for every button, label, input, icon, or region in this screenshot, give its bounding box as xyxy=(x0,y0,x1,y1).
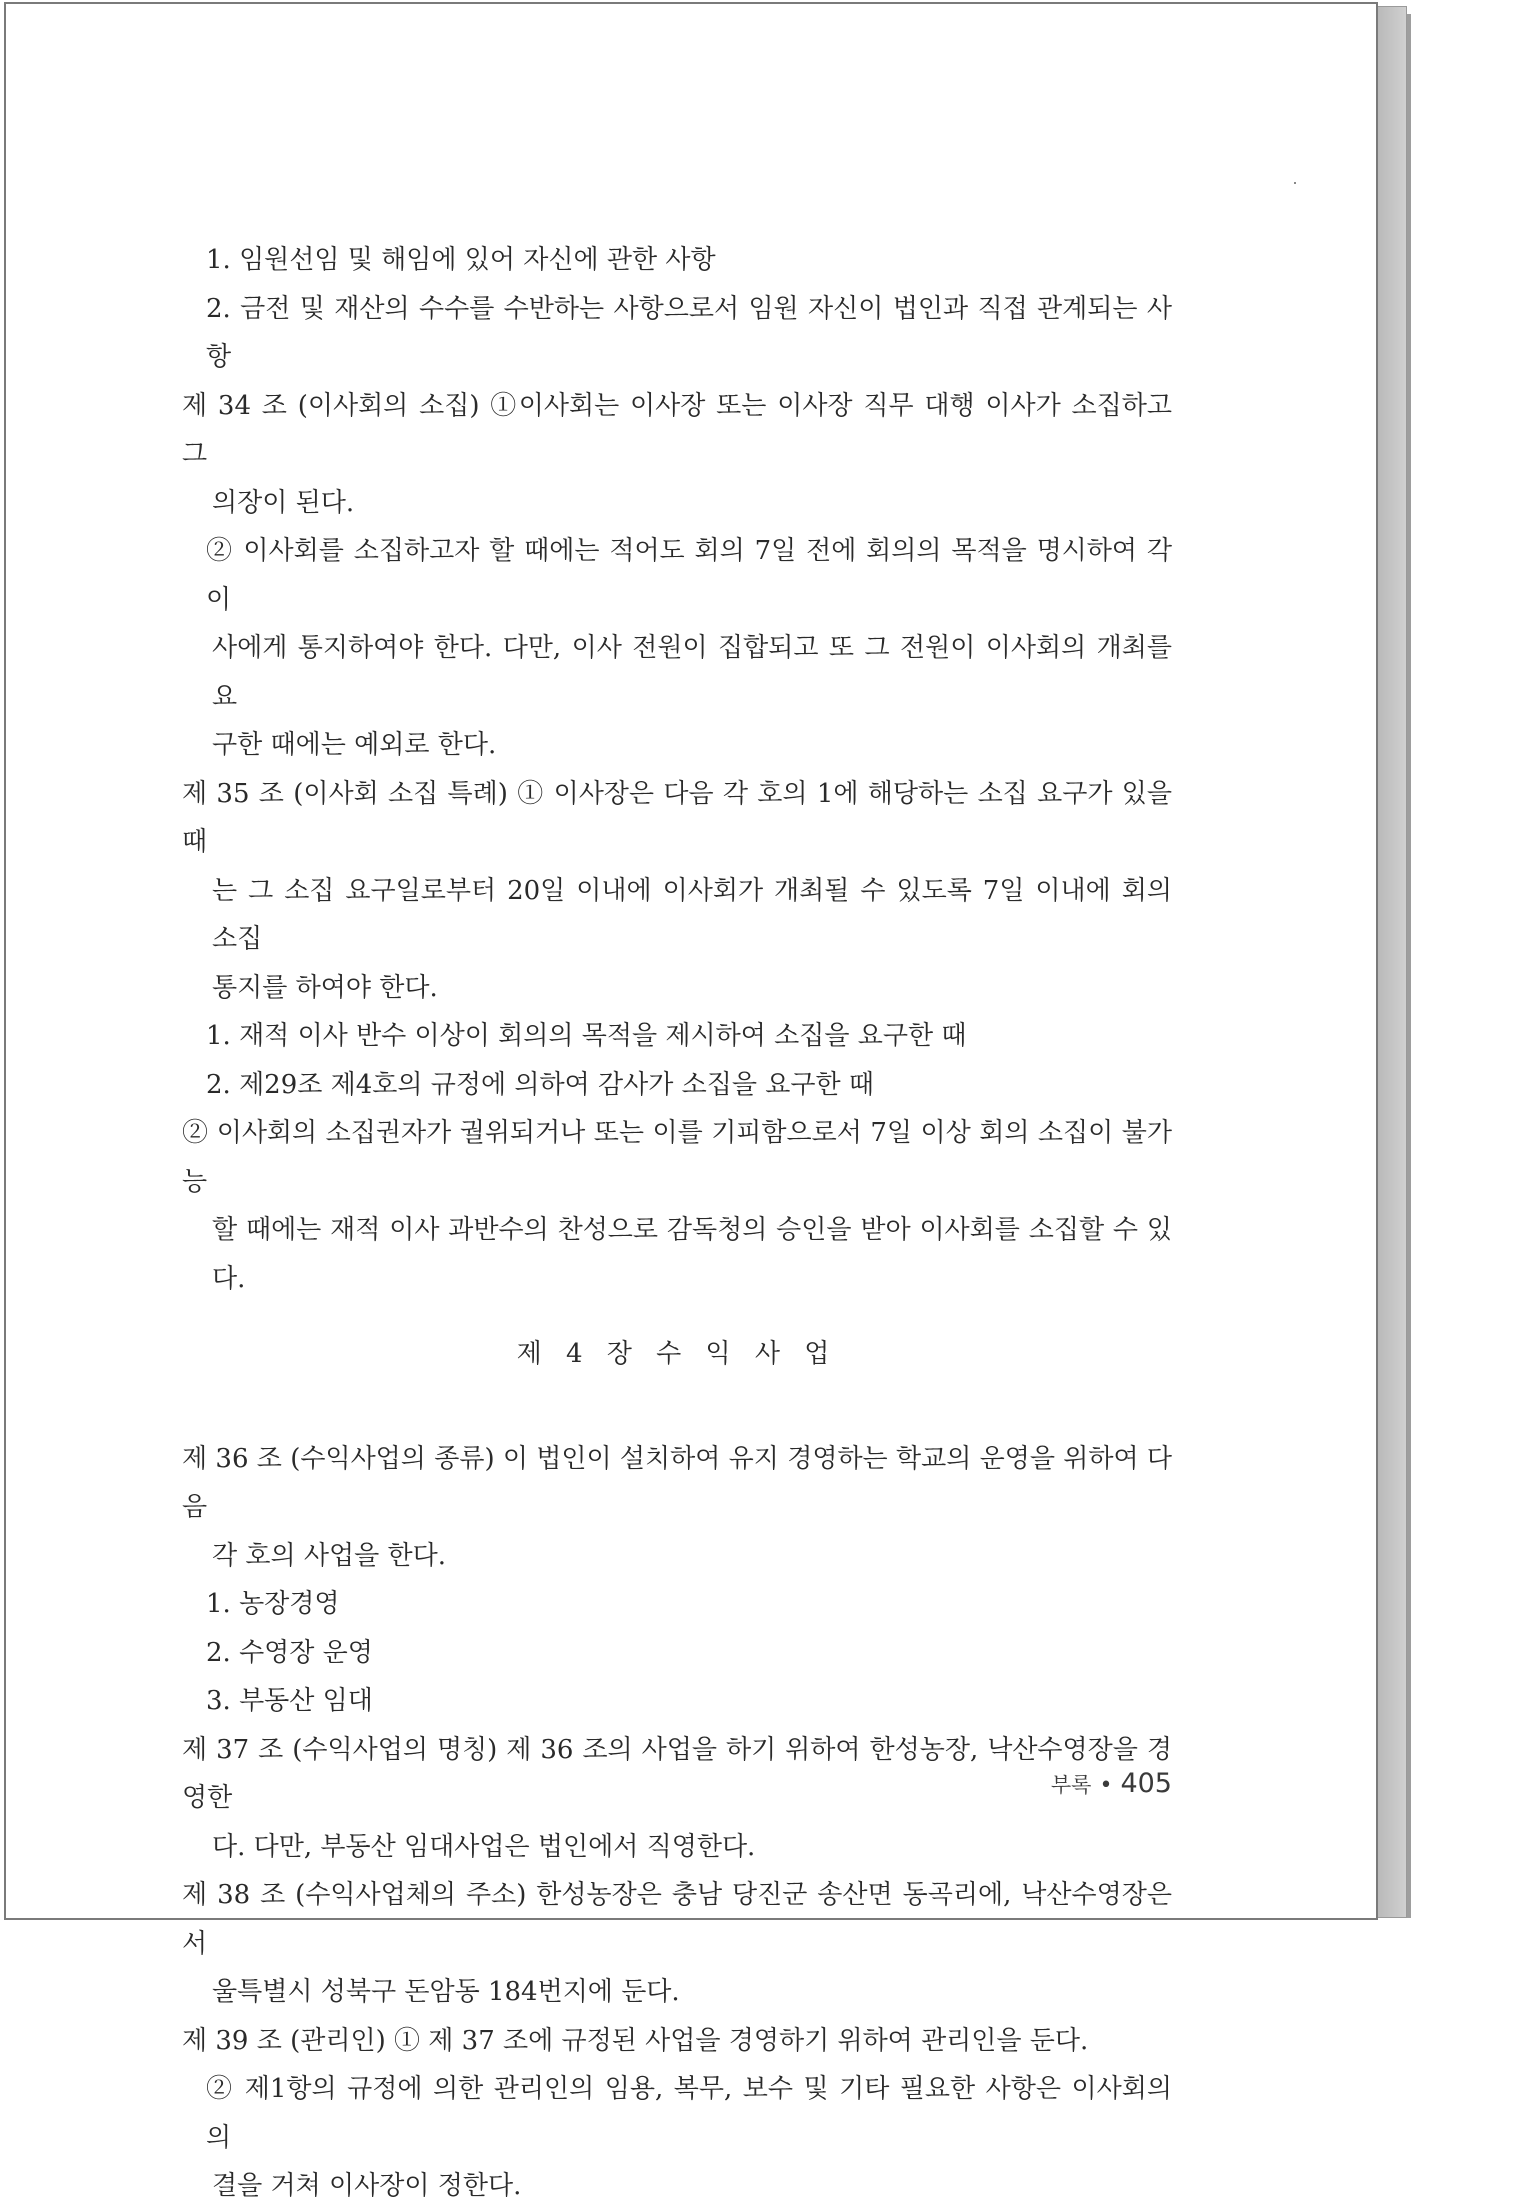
article-34-line: 제 34 조 (이사회의 소집) ①이사회는 이사장 또는 이사장 직무 대행 이사가 소집하고 그 xyxy=(182,390,1172,469)
article-35-line: 는 그 소집 요구일로부터 20일 이내에 이사회가 개최될 수 있도록 7일 이내에 회의 소집 xyxy=(212,875,1172,954)
page-body xyxy=(182,236,1172,2211)
article-34-para-2: 사에게 통지하여야 한다. 다만, 이사 전원이 집합되고 또 그 전원이 이사회의 개최를 요 xyxy=(212,633,1172,712)
article-35-line: 통지를 하여야 한다. xyxy=(212,972,438,1003)
list-item: 2. 금전 및 재산의 수수를 수반하는 사항으로서 임원 자신이 법인과 직접 관계되는 사항 xyxy=(206,293,1172,372)
article-38-line: 제 38 조 (수익사업체의 주소) 한성농장은 충남 당진군 송산면 동곡리에, 낙산수영장은 서 xyxy=(182,1880,1172,1959)
footer-bullet: • xyxy=(1099,1773,1113,1798)
list-item: 3. 부동산 임대 xyxy=(206,1686,373,1716)
article-38-line: 울특별시 성북구 돈암동 184번지에 둔다. xyxy=(212,1977,680,2007)
list-item: 2. 제29조 제4호의 규정에 의하여 감사가 소집을 요구한 때 xyxy=(206,1069,874,1100)
article-34-para-2: 구한 때에는 예외로 한다. xyxy=(212,730,497,760)
article-35-para-2: 할 때에는 재적 이사 과반수의 찬성으로 감독청의 승인을 받아 이사회를 소집할 수 있다. xyxy=(212,1215,1172,1294)
list-item: 1. 재적 이사 반수 이상이 회의의 목적을 제시하여 소집을 요구한 때 xyxy=(206,1021,967,1051)
chapter-heading: 제 4 장 수 익 사 업 xyxy=(516,1339,838,1369)
article-39-line: 제 39 조 (관리인) ① 제 37 조에 규정된 사업을 경영하기 위하여 관리인을 둔다. xyxy=(182,2025,1089,2056)
speck xyxy=(1294,182,1296,184)
article-35-para-2: ② 이사회의 소집권자가 궐위되거나 또는 이를 기피함으로서 7일 이상 회의 소집이 불가능 xyxy=(182,1118,1172,1197)
article-37-line: 다. 다만, 부동산 임대사업은 법인에서 직영한다. xyxy=(212,1831,756,1862)
page-stack-edge xyxy=(1375,6,1407,1918)
article-34-para-2: ② 이사회를 소집하고자 할 때에는 적어도 회의 7일 전에 회의의 목적을 명시하여 각 이 xyxy=(206,536,1172,615)
article-37-line: 제 37 조 (수익사업의 명칭) 제 36 조의 사업을 하기 위하여 한성농장, 낙산수영장을 경영한 xyxy=(182,1734,1172,1813)
page-number: 405 xyxy=(1120,1768,1172,1799)
page-footer xyxy=(1030,1768,1172,1799)
article-39-para-2: ② 제1항의 규정에 의한 관리인의 임용, 복무, 보수 및 기타 필요한 사항은 이사회의 의 xyxy=(206,2074,1172,2153)
article-36-line: 제 36 조 (수익사업의 종류) 이 법인이 설치하여 유지 경영하는 학교의 운영을 위하여 다음 xyxy=(182,1443,1172,1522)
list-item: 1. 농장경영 xyxy=(206,1589,340,1619)
article-39-para-2: 결을 거쳐 이사장이 정한다. xyxy=(212,2171,522,2201)
list-item: 1. 임원선임 및 해임에 있어 자신에 관한 사항 xyxy=(206,245,716,275)
article-35-line: 제 35 조 (이사회 소집 특례) ① 이사장은 다음 각 호의 1에 해당하는 소집 요구가 있을 때 xyxy=(182,778,1172,857)
article-34-line: 의장이 된다. xyxy=(212,487,355,518)
article-36-line: 각 호의 사업을 한다. xyxy=(212,1540,446,1571)
list-item: 2. 수영장 운영 xyxy=(206,1637,373,1668)
footer-section: 부록 xyxy=(1050,1773,1092,1797)
